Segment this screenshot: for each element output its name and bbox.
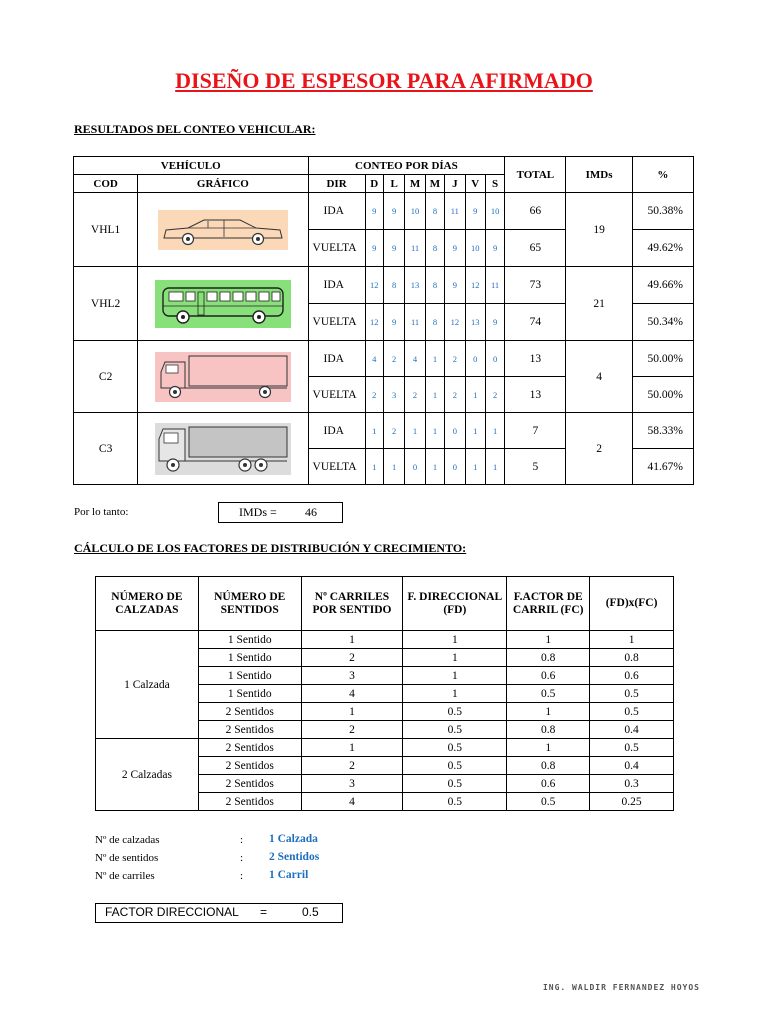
day-count: 2 — [383, 341, 404, 377]
cell-carriles: 3 — [301, 667, 403, 685]
header-day: L — [383, 175, 404, 193]
day-count: 1 — [383, 449, 404, 485]
cell-sentidos: 2 Sentidos — [198, 793, 301, 811]
direction-ida: IDA — [308, 413, 365, 449]
direction-vuelta: VUELTA — [308, 377, 365, 413]
vehicle-imds: 4 — [566, 341, 632, 413]
direction-ida: IDA — [308, 341, 365, 377]
day-count: 3 — [383, 377, 404, 413]
cell-carriles: 1 — [301, 739, 403, 757]
car-image — [138, 193, 308, 267]
param-value-sentidos: 2 Sentidos — [269, 851, 320, 863]
cell-fd: 0.5 — [403, 721, 507, 739]
header-grafico: GRÁFICO — [138, 175, 308, 193]
cell-fc: 0.8 — [507, 757, 590, 775]
header-day: M — [405, 175, 425, 193]
day-count: 9 — [485, 304, 504, 341]
day-count: 1 — [405, 413, 425, 449]
header-fdxfc: (FD)x(FC) — [590, 577, 674, 631]
day-count: 9 — [365, 230, 383, 267]
cell-fdxfc: 0.4 — [590, 757, 674, 775]
day-count: 0 — [485, 341, 504, 377]
day-count: 11 — [405, 230, 425, 267]
day-count: 4 — [405, 341, 425, 377]
param-sep: : — [240, 852, 244, 864]
vehicle-code: VHL2 — [74, 267, 138, 341]
param-label-calzadas: Nº de calzadas — [95, 834, 160, 846]
day-count: 9 — [485, 230, 504, 267]
day-count: 9 — [445, 267, 465, 304]
cell-fd: 1 — [403, 685, 507, 703]
day-count: 2 — [365, 377, 383, 413]
cell-fc: 1 — [507, 739, 590, 757]
cell-carriles: 4 — [301, 685, 403, 703]
cell-fdxfc: 0.8 — [590, 649, 674, 667]
day-count: 8 — [425, 267, 444, 304]
day-count: 0 — [445, 413, 465, 449]
cell-fdxfc: 0.5 — [590, 739, 674, 757]
cell-sentidos: 1 Sentido — [198, 667, 301, 685]
cell-sentidos: 1 Sentido — [198, 685, 301, 703]
vehicle-code: VHL1 — [74, 193, 138, 267]
imds-summary-box — [218, 502, 343, 523]
day-count: 1 — [425, 449, 444, 485]
day-count: 1 — [485, 413, 504, 449]
row-percent: 50.00% — [632, 341, 693, 377]
imds-summary-label: IMDs = — [239, 505, 277, 519]
vehicle-count-table — [73, 156, 694, 485]
direction-vuelta: VUELTA — [308, 304, 365, 341]
day-count: 12 — [445, 304, 465, 341]
header-cod: COD — [74, 175, 138, 193]
day-count: 1 — [465, 413, 485, 449]
cell-fc: 0.5 — [507, 793, 590, 811]
vehicle-imds: 21 — [566, 267, 632, 341]
cell-sentidos: 2 Sentidos — [198, 775, 301, 793]
cell-sentidos: 2 Sentidos — [198, 703, 301, 721]
day-count: 12 — [465, 267, 485, 304]
cell-fd: 1 — [403, 631, 507, 649]
cell-fdxfc: 0.4 — [590, 721, 674, 739]
vehicle-code: C2 — [74, 341, 138, 413]
day-count: 11 — [485, 267, 504, 304]
cell-carriles: 2 — [301, 649, 403, 667]
group-label: 1 Calzada — [96, 631, 199, 739]
cell-fd: 0.5 — [403, 739, 507, 757]
header-conteo: CONTEO POR DÍAS — [308, 157, 505, 175]
day-count: 9 — [383, 304, 404, 341]
table-row — [96, 631, 674, 649]
row-total: 65 — [505, 230, 566, 267]
cell-carriles: 2 — [301, 721, 403, 739]
direction-vuelta: VUELTA — [308, 449, 365, 485]
day-count: 10 — [405, 193, 425, 230]
day-count: 2 — [445, 377, 465, 413]
row-total: 13 — [505, 341, 566, 377]
header-day: J — [445, 175, 465, 193]
day-count: 1 — [425, 341, 444, 377]
day-count: 1 — [425, 377, 444, 413]
day-count: 9 — [465, 193, 485, 230]
day-count: 1 — [365, 413, 383, 449]
truck-image — [138, 341, 308, 413]
cell-fd: 0.5 — [403, 793, 507, 811]
cell-fc: 0.8 — [507, 721, 590, 739]
row-percent: 50.38% — [632, 193, 693, 230]
row-percent: 50.00% — [632, 377, 693, 413]
header-carriles: Nº CARRILES POR SENTIDO — [301, 577, 403, 631]
row-percent: 41.67% — [632, 449, 693, 485]
param-value-carriles: 1 Carril — [269, 869, 309, 881]
cell-fdxfc: 1 — [590, 631, 674, 649]
cell-fdxfc: 0.25 — [590, 793, 674, 811]
day-count: 8 — [425, 230, 444, 267]
day-count: 11 — [445, 193, 465, 230]
cell-carriles: 1 — [301, 631, 403, 649]
cell-fdxfc: 0.6 — [590, 667, 674, 685]
row-percent: 49.62% — [632, 230, 693, 267]
day-count: 1 — [465, 377, 485, 413]
cell-fd: 0.5 — [403, 703, 507, 721]
factor-direccional-box — [95, 903, 343, 923]
cell-fc: 1 — [507, 631, 590, 649]
cell-sentidos: 2 Sentidos — [198, 757, 301, 775]
header-sentidos: NÚMERO DE SENTIDOS — [198, 577, 301, 631]
day-count: 10 — [485, 193, 504, 230]
day-count: 1 — [485, 449, 504, 485]
cell-fdxfc: 0.3 — [590, 775, 674, 793]
day-count: 9 — [383, 193, 404, 230]
header-fc: F.ACTOR DE CARRIL (FC) — [507, 577, 590, 631]
day-count: 0 — [405, 449, 425, 485]
table-row — [74, 413, 694, 449]
row-total: 5 — [505, 449, 566, 485]
cell-fd: 0.5 — [403, 775, 507, 793]
header-total: TOTAL — [505, 157, 566, 193]
imds-summary-value: 46 — [305, 505, 317, 519]
header-fd: F. DIRECCIONAL (FD) — [403, 577, 507, 631]
header-vehiculo: VEHÍCULO — [74, 157, 309, 175]
cell-carriles: 2 — [301, 757, 403, 775]
day-count: 0 — [465, 341, 485, 377]
cell-carriles: 4 — [301, 793, 403, 811]
por-lo-tanto-label: Por lo tanto: — [74, 506, 129, 518]
day-count: 2 — [405, 377, 425, 413]
table-row — [74, 193, 694, 230]
param-label-sentidos: Nº de sentidos — [95, 852, 159, 864]
day-count: 4 — [365, 341, 383, 377]
param-sep: : — [240, 870, 244, 882]
factor-equals: = — [260, 905, 268, 919]
day-count: 9 — [383, 230, 404, 267]
table-row — [74, 267, 694, 304]
section-heading-conteo: RESULTADOS DEL CONTEO VEHICULAR: — [74, 122, 316, 136]
day-count: 10 — [465, 230, 485, 267]
cell-sentidos: 1 Sentido — [198, 649, 301, 667]
row-percent: 49.66% — [632, 267, 693, 304]
cell-fc: 1 — [507, 703, 590, 721]
vehicle-imds: 19 — [566, 193, 632, 267]
cell-sentidos: 1 Sentido — [198, 631, 301, 649]
row-total: 13 — [505, 377, 566, 413]
factor-value: 0.5 — [302, 905, 319, 919]
header-percent: % — [632, 157, 693, 193]
header-day: V — [465, 175, 485, 193]
direction-vuelta: VUELTA — [308, 230, 365, 267]
section-heading-factores: CÁLCULO DE LOS FACTORES DE DISTRIBUCIÓN Y CRECIMIENTO: — [74, 541, 467, 555]
cell-fc: 0.6 — [507, 775, 590, 793]
day-count: 8 — [425, 193, 444, 230]
row-total: 7 — [505, 413, 566, 449]
vehicle-imds: 2 — [566, 413, 632, 485]
day-count: 11 — [405, 304, 425, 341]
header-calzadas: NÚMERO DE CALZADAS — [96, 577, 199, 631]
param-sep: : — [240, 834, 244, 846]
distribution-factors-table — [95, 576, 674, 811]
factor-label: FACTOR DIRECCIONAL — [105, 905, 239, 919]
cell-fd: 0.5 — [403, 757, 507, 775]
truck-three-axle-image — [138, 413, 308, 485]
day-count: 1 — [365, 449, 383, 485]
row-total: 74 — [505, 304, 566, 341]
vehicle-code: C3 — [74, 413, 138, 485]
cell-carriles: 1 — [301, 703, 403, 721]
row-total: 66 — [505, 193, 566, 230]
cell-sentidos: 2 Sentidos — [198, 721, 301, 739]
cell-fc: 0.5 — [507, 685, 590, 703]
day-count: 12 — [365, 267, 383, 304]
table-row — [96, 739, 674, 757]
day-count: 8 — [425, 304, 444, 341]
day-count: 2 — [383, 413, 404, 449]
header-dir: DIR — [308, 175, 365, 193]
page-title: DISEÑO DE ESPESOR PARA AFIRMADO — [175, 68, 593, 93]
row-percent: 58.33% — [632, 413, 693, 449]
day-count: 1 — [465, 449, 485, 485]
header-day: D — [365, 175, 383, 193]
param-value-calzadas: 1 Calzada — [269, 833, 318, 845]
cell-fdxfc: 0.5 — [590, 703, 674, 721]
cell-sentidos: 2 Sentidos — [198, 739, 301, 757]
day-count: 0 — [445, 449, 465, 485]
day-count: 8 — [383, 267, 404, 304]
day-count: 9 — [365, 193, 383, 230]
day-count: 2 — [485, 377, 504, 413]
cell-fc: 0.6 — [507, 667, 590, 685]
cell-fc: 0.8 — [507, 649, 590, 667]
row-percent: 50.34% — [632, 304, 693, 341]
header-day: M — [425, 175, 444, 193]
day-count: 13 — [465, 304, 485, 341]
direction-ida: IDA — [308, 193, 365, 230]
footer-author: ING. WALDIR FERNANDEZ HOYOS — [542, 983, 700, 992]
group-label: 2 Calzadas — [96, 739, 199, 811]
day-count: 13 — [405, 267, 425, 304]
cell-fd: 1 — [403, 649, 507, 667]
row-total: 73 — [505, 267, 566, 304]
day-count: 9 — [445, 230, 465, 267]
direction-ida: IDA — [308, 267, 365, 304]
header-imds: IMDs — [566, 157, 632, 193]
param-label-carriles: Nº de carriles — [95, 870, 155, 882]
table-row — [74, 341, 694, 377]
day-count: 12 — [365, 304, 383, 341]
cell-carriles: 3 — [301, 775, 403, 793]
minibus-image — [138, 267, 308, 341]
day-count: 2 — [445, 341, 465, 377]
header-day: S — [485, 175, 504, 193]
day-count: 1 — [425, 413, 444, 449]
cell-fd: 1 — [403, 667, 507, 685]
cell-fdxfc: 0.5 — [590, 685, 674, 703]
